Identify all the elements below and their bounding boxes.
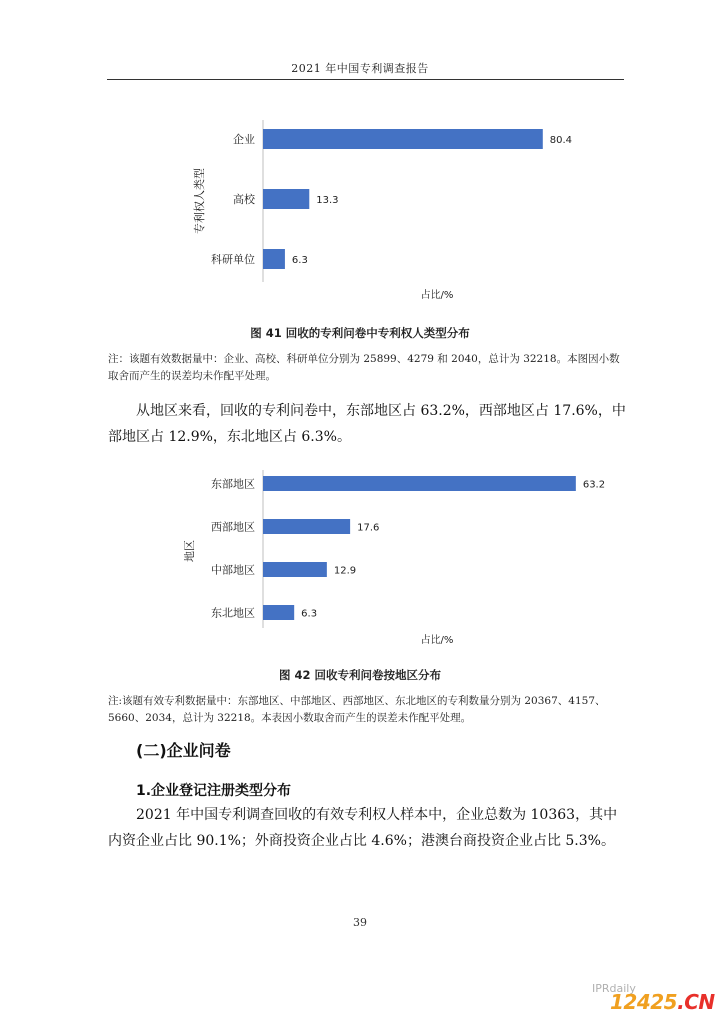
chart-1-category-label-1: 高校 <box>233 193 255 206</box>
watermark-logo-suffix: .CN <box>677 990 715 1014</box>
chart-2-bar-1 <box>263 519 350 534</box>
chart-2-xlabel: 占比/% <box>420 635 454 646</box>
chart-1-caption: 图 41 回收的专利问卷中专利权人类型分布 <box>250 326 470 340</box>
chart-2-category-label-2: 中部地区 <box>211 563 255 577</box>
chart-2-value-label-3: 6.3 <box>301 608 318 620</box>
chart-1-value-label-1: 13.3 <box>316 195 339 206</box>
watermark-logo <box>610 990 715 1014</box>
chart-1-value-label-2: 6.3 <box>291 255 308 266</box>
enterprise-paragraph: 2021 年中国专利调查回收的有效专利权人样本中，企业总数为 10363，其中内资企业占比 90.1%；外商投资企业占比 4.6%；港澳台商投资企业占比 5.3%。 <box>108 807 618 849</box>
chart-1 <box>192 120 572 301</box>
chart-2-bar-2 <box>263 562 327 577</box>
chart-2-note: 注:该题有效专利数据量中：东部地区、中部地区、西部地区、东北地区的专利数量分别为 20367、4157、5660、2034，总计为 32218。本表因小数取舍而产生的误差未作配平处理。 <box>108 695 606 724</box>
subsection-title: 1.企业登记注册类型分布 <box>136 783 292 799</box>
section-title: (二)企业问卷 <box>136 741 231 760</box>
chart-1-bars <box>211 129 572 269</box>
region-paragraph: 从地区来看，回收的专利问卷中，东部地区占 63.2%，西部地区占 17.6%，中部地区占 12.9%，东北地区占 6.3%。 <box>108 403 626 445</box>
watermark-logo-number: 12425 <box>610 990 678 1014</box>
chart-1-bar-2 <box>263 249 285 269</box>
chart-1-category-label-2: 科研单位 <box>211 253 255 266</box>
chart-2-bars <box>211 476 605 620</box>
chart-1-category-label-0: 企业 <box>233 133 255 146</box>
chart-2-category-label-3: 东北地区 <box>211 606 255 620</box>
page-header: 2021 年中国专利调查报告 <box>291 62 429 75</box>
chart-2-value-label-1: 17.6 <box>357 522 380 534</box>
chart-2-caption: 图 42 回收专利问卷按地区分布 <box>278 668 441 682</box>
watermark-text: IPRdaily <box>592 982 636 995</box>
page-number: 39 <box>353 916 367 929</box>
chart-1-note: 注：该题有效数据量中：企业、高校、科研单位分别为 25899、4279 和 2040，总计为 32218。本图因小数取舍而产生的误差均未作配平处理。 <box>108 353 620 382</box>
chart-1-bar-1 <box>263 189 309 209</box>
chart-2 <box>182 470 605 646</box>
chart-2-value-label-0: 63.2 <box>582 479 606 491</box>
chart-2-category-label-0: 东部地区 <box>211 477 255 491</box>
chart-2-bar-0 <box>263 476 576 491</box>
chart-1-bar-0 <box>263 129 543 149</box>
chart-1-ylabel: 专利权人类型 <box>193 168 206 234</box>
chart-2-ylabel: 地区 <box>183 540 196 562</box>
chart-1-value-label-0: 80.4 <box>549 135 573 146</box>
chart-2-value-label-2: 12.9 <box>333 565 357 577</box>
chart-2-category-label-1: 西部地区 <box>211 520 255 534</box>
chart-2-bar-3 <box>263 605 294 620</box>
chart-1-xlabel: 占比/% <box>420 290 454 301</box>
